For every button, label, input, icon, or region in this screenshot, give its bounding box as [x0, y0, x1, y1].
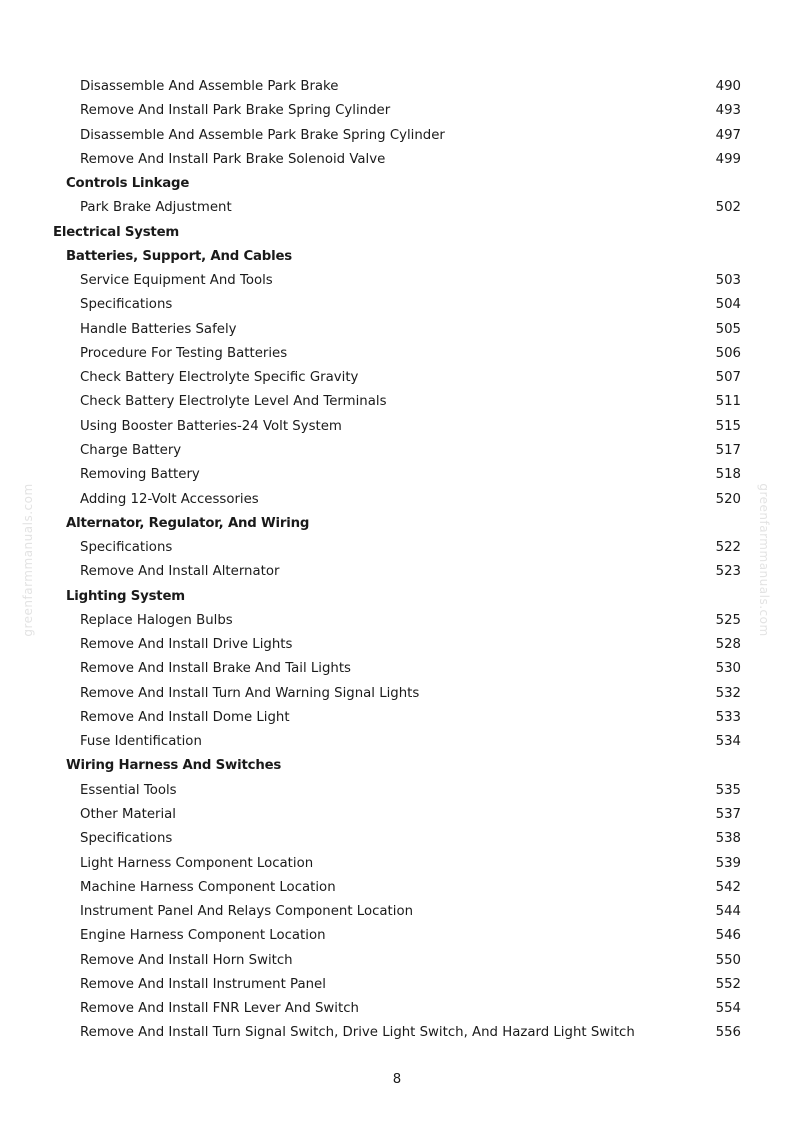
toc-entry[interactable] [0, 706, 794, 730]
toc-entry-title: Machine Harness Component Location [80, 879, 336, 895]
toc-section-heading[interactable] [0, 754, 794, 778]
toc-entry[interactable] [0, 730, 794, 754]
toc-entry-title: Remove And Install FNR Lever And Switch [80, 1001, 359, 1017]
toc-entry-title: Light Harness Component Location [80, 855, 314, 871]
toc-entry-page: 502 [715, 200, 741, 216]
toc-entry-page: 535 [715, 782, 741, 798]
toc-entry-page: 515 [715, 418, 741, 434]
toc-entry[interactable] [0, 633, 794, 657]
toc-entry[interactable] [0, 366, 794, 390]
toc-entry-title: Remove And Install Instrument Panel [80, 976, 326, 992]
toc-entry-page: 537 [715, 806, 741, 822]
toc-entry-title: Check Battery Electrolyte Level And Terminals [80, 394, 387, 410]
toc-entry-title: Disassemble And Assemble Park Brake [80, 79, 339, 94]
toc-entry-title: Charge Battery [80, 442, 182, 458]
toc-entry-page: 546 [715, 928, 741, 944]
toc-entry[interactable] [0, 415, 794, 439]
toc-entry-page: 533 [715, 709, 741, 725]
toc-entry-title: Batteries, Support, And Cables [66, 248, 293, 264]
toc-entry-page: 520 [715, 491, 741, 507]
toc-entry[interactable] [0, 75, 794, 99]
toc-entry-title: Remove And Install Turn And Warning Signal Lights [80, 685, 420, 701]
toc-entry[interactable] [0, 390, 794, 414]
toc-entry[interactable] [0, 196, 794, 220]
toc-entry-title: Lighting System [66, 588, 185, 604]
toc-entry[interactable] [0, 318, 794, 342]
toc-entry[interactable] [0, 609, 794, 633]
toc-entry[interactable] [0, 99, 794, 123]
toc-entry-page: 522 [715, 540, 741, 556]
toc-section-heading[interactable] [0, 512, 794, 536]
toc-entry-page: 499 [715, 151, 741, 167]
toc-entry-title: Instrument Panel And Relays Component Location [80, 904, 414, 920]
toc-entry[interactable] [0, 124, 794, 148]
toc-entry-title: Electrical System [53, 224, 180, 240]
toc-entry[interactable] [0, 924, 794, 948]
toc-entry-title: Remove And Install Dome Light [80, 709, 290, 725]
toc-entry[interactable] [0, 1021, 794, 1045]
toc-entry-page: 505 [715, 321, 741, 337]
toc-section-heading[interactable] [0, 172, 794, 196]
page-number: 8 [392, 1072, 402, 1087]
toc-entry-title: Disassemble And Assemble Park Brake Spring Cylinder [80, 127, 445, 143]
toc-entry-title: Adding 12-Volt Accessories [80, 491, 259, 507]
table-of-contents [0, 75, 794, 1046]
toc-entry[interactable] [0, 293, 794, 317]
toc-section-heading[interactable] [0, 585, 794, 609]
toc-section-heading[interactable] [0, 245, 794, 269]
toc-entry-page: 554 [715, 1001, 741, 1017]
toc-entry[interactable] [0, 949, 794, 973]
toc-entry[interactable] [0, 779, 794, 803]
toc-entry-page: 542 [715, 879, 741, 895]
toc-entry-title: Engine Harness Component Location [80, 928, 326, 944]
toc-entry-title: Using Booster Batteries-24 Volt System [80, 418, 342, 434]
toc-entry-title: Other Material [80, 806, 176, 822]
toc-entry[interactable] [0, 536, 794, 560]
toc-entry-page: 503 [715, 273, 741, 289]
toc-entry-title: Remove And Install Horn Switch [80, 952, 293, 968]
toc-entry-page: 518 [715, 467, 741, 483]
toc-entry-page: 507 [715, 370, 741, 386]
toc-entry-title: Check Battery Electrolyte Specific Gravity [80, 370, 359, 386]
toc-entry-page: 497 [715, 127, 741, 143]
toc-entry-page: 506 [715, 345, 741, 361]
watermark-left: greenfarmmanuals.com [21, 483, 35, 637]
toc-entry-page: 493 [715, 103, 741, 119]
toc-entry[interactable] [0, 488, 794, 512]
toc-entry-page: 517 [715, 442, 741, 458]
toc-entry[interactable] [0, 997, 794, 1021]
toc-entry-title: Fuse Identification [80, 734, 202, 750]
toc-entry-page: 525 [715, 612, 741, 628]
toc-entry-page: 490 [715, 79, 741, 94]
toc-entry-page: 556 [715, 1025, 741, 1041]
toc-entry[interactable] [0, 148, 794, 172]
toc-entry-page: 528 [715, 637, 741, 653]
toc-entry-title: Park Brake Adjustment [80, 200, 232, 216]
toc-entry-page: 534 [715, 734, 741, 750]
toc-entry-title: Remove And Install Brake And Tail Lights [80, 661, 351, 677]
toc-entry-page: 530 [715, 661, 741, 677]
toc-entry-page: 504 [715, 297, 741, 313]
toc-entry[interactable] [0, 682, 794, 706]
toc-entry-title: Wiring Harness And Switches [66, 758, 282, 774]
toc-entry-title: Procedure For Testing Batteries [80, 345, 288, 361]
toc-entry-title: Removing Battery [80, 467, 200, 483]
toc-entry[interactable] [0, 463, 794, 487]
toc-entry-page: 539 [715, 855, 741, 871]
toc-entry[interactable] [0, 973, 794, 997]
toc-entry-title: Service Equipment And Tools [80, 273, 273, 289]
toc-entry-title: Handle Batteries Safely [80, 321, 237, 337]
toc-entry-title: Specifications [80, 297, 173, 313]
toc-entry[interactable] [0, 439, 794, 463]
toc-entry-title: Controls Linkage [66, 176, 190, 192]
toc-entry[interactable] [0, 657, 794, 681]
toc-entry[interactable] [0, 269, 794, 293]
toc-entry-title: Remove And Install Park Brake Solenoid Valve [80, 151, 386, 167]
toc-entry-page: 523 [715, 564, 741, 580]
toc-entry-title: Specifications [80, 540, 173, 556]
toc-entry[interactable] [0, 827, 794, 851]
toc-entry-title: Essential Tools [80, 782, 177, 798]
toc-entry-page: 550 [715, 952, 741, 968]
toc-section-heading[interactable] [0, 221, 794, 245]
toc-entry-title: Remove And Install Alternator [80, 564, 280, 580]
toc-entry-title: Remove And Install Park Brake Spring Cylinder [80, 103, 391, 119]
toc-entry[interactable] [0, 852, 794, 876]
toc-entry-title: Remove And Install Turn Signal Switch, Drive Light Switch, And Hazard Light Switch [80, 1025, 635, 1041]
watermark-right: greenfarmmanuals.com [757, 483, 771, 637]
toc-entry[interactable] [0, 876, 794, 900]
toc-entry[interactable] [0, 560, 794, 584]
toc-entry-page: 532 [715, 685, 741, 701]
toc-entry-title: Specifications [80, 831, 173, 847]
toc-entry[interactable] [0, 342, 794, 366]
toc-entry-page: 552 [715, 976, 741, 992]
toc-entry-title: Remove And Install Drive Lights [80, 637, 293, 653]
toc-entry-title: Alternator, Regulator, And Wiring [66, 515, 310, 531]
toc-entry-page: 544 [715, 904, 741, 920]
toc-entry-page: 511 [715, 394, 741, 410]
toc-entry[interactable] [0, 803, 794, 827]
toc-entry-page: 538 [715, 831, 741, 847]
toc-entry[interactable] [0, 900, 794, 924]
toc-entry-title: Replace Halogen Bulbs [80, 612, 233, 628]
